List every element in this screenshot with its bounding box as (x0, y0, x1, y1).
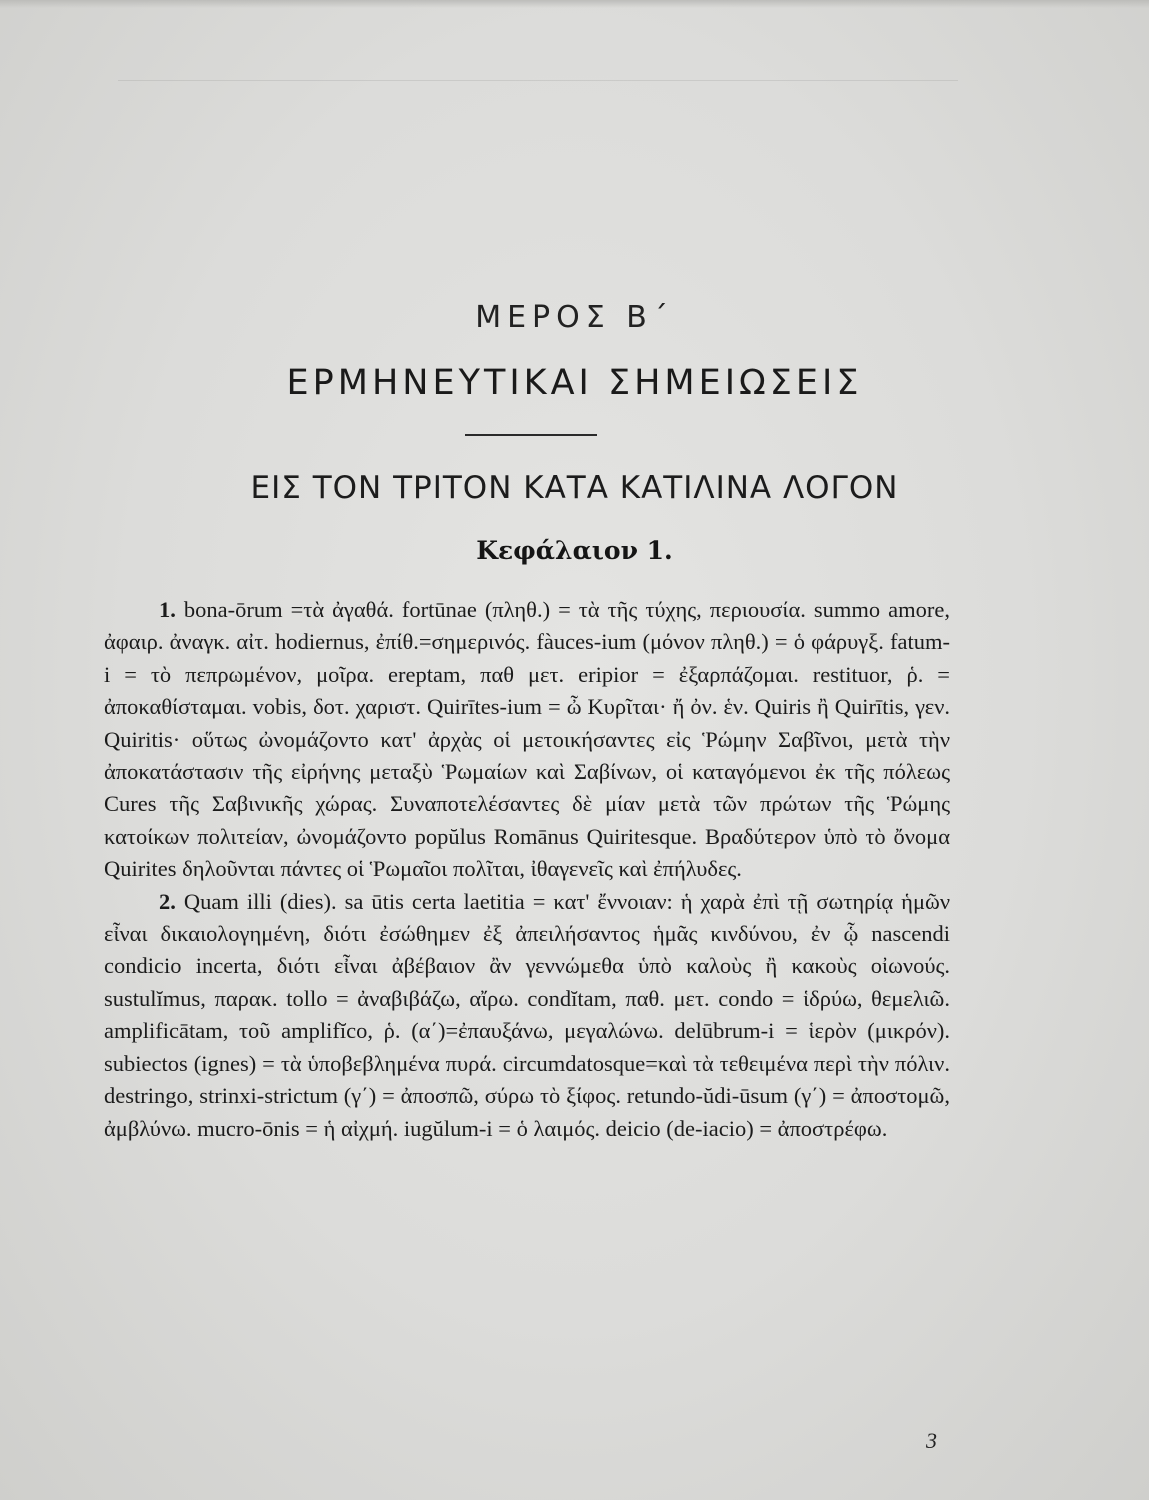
page-edge-shadow (0, 0, 1149, 8)
title-divider (465, 434, 597, 436)
bleed-through-header (118, 80, 958, 83)
paragraph-number: 1. (159, 597, 176, 622)
paragraph-number: 2. (159, 888, 176, 914)
page-number: 3 (926, 1428, 937, 1453)
main-title: ΕΡΜΗΝΕΥΤΙΚΑΙ ΣΗΜΕΙΩΣΕΙΣ (286, 363, 863, 403)
paragraph-2 (104, 886, 950, 1145)
paragraph-text: Quam illi (dies). sa ūtis certa laetitia = κατ' ἔννοιαν: ἡ χαρὰ ἐπὶ τῇ σωτηρίᾳ ἡμῶν εἶναι δικαιολογημένη, διότι ἐσώθημεν ἐξ ἀπειλήσαντος ἡμᾶς κινδύνου, ἐν ᾧ nascendi condicio incerta, διότι εἶναι ἀβέβαιον ἂν γεννώμεθα ὑπὸ καλοὺς ἢ κακοὺς οἰωνούς. sustulĭmus, παρακ. tollo = ἀναβιβάζω, αἴρω. condĭtam, παθ. μετ. condo = ἱδρύω, θεμελιῶ. amplificātam, τοῦ amplifĭco, ῥ. (α΄)=ἐπαυξάνω, μεγαλώνω. delūbrum-i = ἱερὸν (μικρόν). subiectos (ignes) = τὰ ὑποβεβλημένα πυρά. circumdatosque=καὶ τὰ τεθειμένα περὶ τὴν πόλιν. destringo, strinxi-strictum (γ΄) = ἀποσπῶ, σύρω τὸ ξίφος. retundo-ŭdi-ūsum (γ΄) = ἀποστομῶ, ἀμβλύνω. mucro-ōnis = ἡ αἰχμή. iugŭlum-i = ὁ λαιμός. deicio (de-iacio) = ἀποστρέφω. (104, 888, 950, 1141)
chapter-title: Κεφάλαιον 1. (476, 536, 673, 565)
body-text (104, 594, 950, 1145)
paragraph-1 (104, 594, 950, 886)
part-title: ΜΕΡΟΣ Β΄ (475, 300, 674, 335)
section-title: ΕΙΣ ΤΟΝ ΤΡΙΤΟΝ ΚΑΤΑ ΚΑΤΙΛΙΝΑ ΛΟΓΟΝ (250, 470, 899, 506)
paragraph-text: bona-ōrum =τὰ ἀγαθά. fortūnae (πληθ.) = τὰ τῆς τύχης, περιουσία. summo amore, ἀφαιρ. ἀναγκ. αἰτ. hodiernus, ἐπίθ.=σημερινός. fàuces-ium (μόνον πληθ.) = ὁ φάρυγξ. fatum-i = τὸ πεπρωμένον, μοῖρα. ereptam, παθ μετ. eripior = ἐξαρπάζομαι. restituor, ῥ. = ἀποκαθίσταμαι. vobis, δοτ. χαριστ. Quirītes-ium = ὦ Κυρῖται· ἤ ὀν. ἑν. Quiris ἢ Quirītis, γεν. Quiritis· οὕτως ὠνομάζοντο κατ' ἀρχὰς οἱ μετοικήσαντες εἰς Ῥώμην Σαβῖνοι, μετὰ τὴν ἀποκατάστασιν τῆς εἰρήνης μεταξὺ Ῥωμαίων καὶ Σαβίνων, οἱ καταγόμενοι ἐκ τῆς πόλεως Cures τῆς Σαβινικῆς χώρας. Συναποτελέσαντες δὲ μίαν μετὰ τῶν πρώτων τῆς Ῥώμης κατοίκων πολιτείαν, ὠνομάζοντο popŭlus Romānus Quiritesque. Βραδύτερον ὑπὸ τὸ ὄνομα Quirites δηλοῦνται πάντες οἱ Ῥωμαῖοι πολῖται, ἰθαγενεῖς καὶ ἐπήλυδες. (104, 597, 950, 882)
